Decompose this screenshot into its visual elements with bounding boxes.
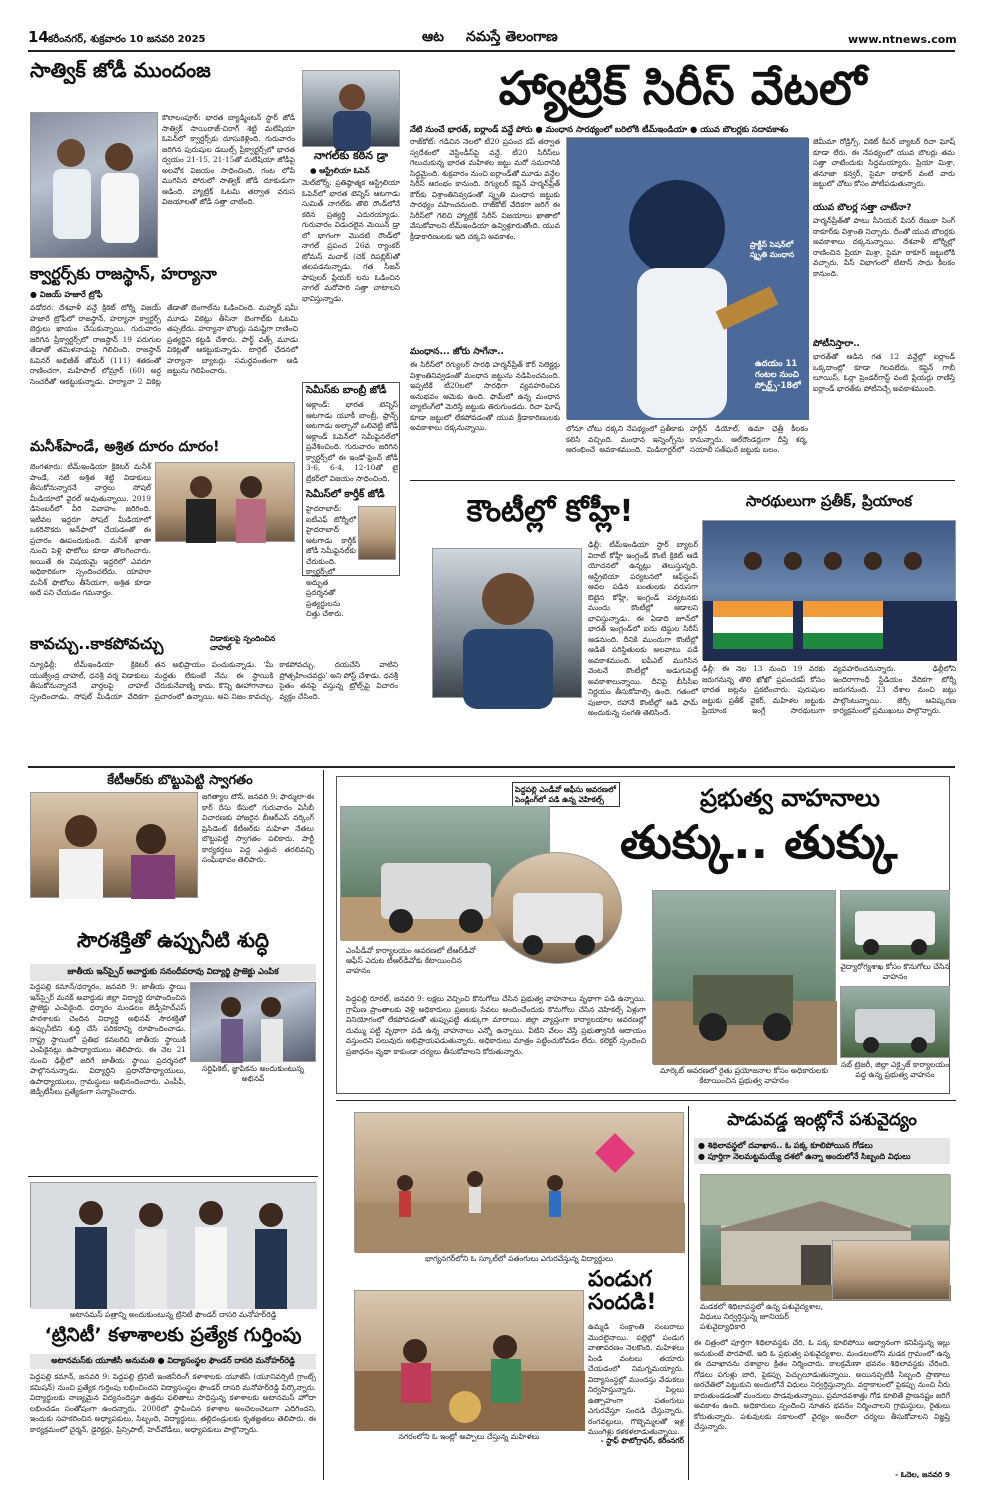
ktr-photo	[30, 792, 198, 898]
hattrick-subhead: మంధాన... జోరు సాగేనా..	[410, 347, 504, 357]
saura-body: పెద్దపల్లి కమాన్/ధర్మారం, జనవరి 9: జాతీయ స్థాయి ఇన్‌స్పైర్ మనక్ అవార్డుకు జిల్లా విద్యార్థి రూపొందించిన ప్రాజెక్టు ఎంపికైంది. ధర్మారం మండలం జెడ్పీహెచ్‌ఎస్ పాఠశాలకు చెందిన విద్యార్థి అభినవ్ సౌరశక్తితో ఉప్పునీటిని శుద్ధి చేసే పరికరాన్ని రూపొందించాడు. రాష్ట్ర స్థాయిలో ప్రతిభ కనబరిచి జాతీయ స్థాయికి ఎంపికైనట్లు ఉపాధ్యాయులు తెలిపారు. ఈ నెల 21 నుంచి ఢిల్లీలో జరిగే జాతీయ స్థాయి ప్రదర్శనలో పాల్గొననున్నాడు. విద్యార్థిని ప్రధానోపాధ్యాయులు, ఉపాధ్యాయులు, గ్రామస్థులు అభినందించారు. ఎంపీపీ, జెడ్పీటీసీలు ప్రత్యేకంగా సన్మానించారు.	[30, 982, 186, 1096]
match-timing: ఉదయం 11 గంటల నుంచి స్పోర్ట్స్-18లో	[755, 358, 801, 390]
vet-photo-caption: మడకలో శిథిలావస్థలో ఉన్న పశువైద్యశాల, విధులు నిర్వర్తిస్తున్న జూనియర్ పశువైద్యాధికారి	[700, 1302, 823, 1331]
kicker-2: మంధాన సారథ్యంలో బరిలోకి టీమ్‌ఇండియా	[545, 124, 688, 134]
kicker-1: నేటి నుంచే భారత్, ఐర్లాండ్ వన్డే పోరు	[410, 124, 533, 134]
sankranti-caption-2: నగరంలోని ఓ ఇంట్లో అప్పాలు చేస్తున్న మహిళలు	[398, 1432, 540, 1441]
vehicle-photo-3	[652, 890, 836, 1064]
kho-kho-photo	[702, 520, 956, 660]
headline-satwik: సాత్విక్ జోడీ ముందంజ	[30, 58, 211, 82]
sankranti-photo-1	[354, 1112, 684, 1252]
vehicle-caption-r1: వైద్యారోగ్యశాఖ కోసం కొనుగోలు చేసిన వాహనం	[840, 962, 950, 981]
manish-photo	[155, 462, 295, 542]
headline-sankranti: పండుగ సందడి!	[588, 1267, 657, 1316]
paper-name: నమస్తే తెలంగాణ	[466, 29, 558, 45]
website-link[interactable]: www.ntnews.com	[848, 33, 957, 46]
saura-photo	[190, 982, 316, 1062]
headline-rajasthan: క్వార్టర్స్‌కు రాజస్థాన్, హర్యానా	[30, 264, 217, 283]
hattrick-subhead2: యువ బౌలర్ల సత్తా చాటేనా?	[813, 203, 912, 213]
kavachu-side: విడాకులపై స్పందించిన చాహల్	[210, 634, 276, 652]
paaduvadda-credit: - ఓదెల, జనవరి 9	[895, 1470, 950, 1479]
rajasthan-kicker: ● విజయ్ హజారే ట్రోఫీ	[30, 290, 103, 299]
nagal-kicker: ● ఆస్ట్రేలియా ఓపెన్	[310, 166, 370, 175]
column-rule	[323, 770, 324, 1480]
saura-strap: జాతీయ ఇన్‌స్పైర్ అవార్డుకు సనందీపరావు విద్యార్థి ప్రాజెక్టు ఎంపిక	[30, 964, 316, 981]
vehicles-body: పెద్దపల్లి రూరల్, జనవరి 9: లక్షలు వెచ్చించి కొనుగోలు చేసిన ప్రభుత్వ వాహనాలు వృథాగా పడి ఉన్నాయి. గ్రామీణ ప్రాంతాలకు వెళ్లి అధికారులు ప్రజలకు సేవలు అందించేందుకు కొనుగోలు చేసిన వెహికల్స్ ఏళ్లుగా వినియోగంలో లేకపోవడంతో తుప్పుపట్టి తుక్కుగా మారాయి. జిల్లా వ్యాప్తంగా కార్యాలయాల ఆవరణల్లో దుమ్ము పట్టి వృథాగా పడి ఉన్న వాహనాలు ఎన్నో ఉన్నాయి. వీటిని వేలం వేస్తే ప్రభుత్వానికి ఆదాయం వస్తుందని పలువురు అభిప్రాయపడుతున్నారు. అధికారులు మాత్రం పట్టించుకోవడం లేదు. కలెక్టర్ స్పందించి ప్రజాధనం వృథా కాకుండా చర్యలు తీసుకోవాలని కోరుతున్నారు.	[346, 994, 646, 1056]
kicker-sep: ●	[535, 124, 546, 134]
ktr-body: జగిత్యాల టౌన్, జనవరి 9: ఫార్ములా-ఈ కార్ రేసు కేసులో గురువారం ఏసీబీ విచారణకు హాజరైన బీఆర్‌ఎస్ వర్కింగ్ ప్రెసిడెంట్ కేటీఆర్‌కు మహిళా నేతలు బొట్టుపెట్టి స్వాగతం పలికారు. పార్టీ కార్యకర్తలు పెద్ద ఎత్తున తరలివచ్చి సంఘీభావం తెలిపారు.	[202, 792, 314, 864]
headline-vehicles-big: తుక్కు.. తుక్కు	[620, 815, 898, 869]
paaduvadda-bullets	[694, 1138, 950, 1164]
divider	[28, 766, 955, 768]
headline-kohli: కౌంటీల్లో కోహ్లీ!	[466, 494, 634, 529]
satwik-body: కౌలాలంపూర్: భారత బ్యాడ్మింటన్ స్టార్ జోడీ సాత్విక్ సాయిరాజ్-చిరాగ్ శెట్టి మలేషియా ఓపెన్‌లో క్వార్టర్స్‌కు దూసుకెళ్లింది. గురువారం జరిగిన పురుషుల డబుల్స్ ప్రీక్వార్టర్స్‌లో భారత ద్వయం 21-15, 21-15తో మలేషియా జోడీపై అలవోక విజయం సాధించింది. గంట లోపే ముగిసిన పోరులో సాత్విక్ జోడీ దూకుడుగా ఆడింది. హ్యాట్రిక్ ఓటమి తర్వాత వరుస విజయాలతో జోడీ సత్తా చాటింది.	[162, 113, 295, 206]
vehicle-caption-r2: సబ్ ట్రెజరీ, జిల్లా ఎక్సైజ్ కార్యాలయం వద్ద ఉన్న ప్రభుత్వ వాహనం	[840, 1060, 950, 1079]
bullet-2: ● పూర్తిగా నెలమట్టమయ్యే దశలో ఉన్నా అందులోనే సిబ్బంది విధులు	[698, 1152, 911, 1161]
bullet-1: ● శిథిలావస్థలో దవాఖాన.. ఓ పక్క కూలిపోయిన గోడలు	[698, 1141, 873, 1150]
divider	[410, 480, 955, 481]
nagal-photo	[302, 70, 400, 147]
saradhulu-body: ఢిల్లీ: ఈ నెల 13 నుంచి 19 వరకు జరుగనున్న తొలి ఖోఖో ప్రపంచకప్ కోసం భారత జట్లను ప్రకటించారు. పురుషుల జట్టుకు ప్రతీక్ వైకర్, మహిళల జట్టుకు ప్రియాంక ఇంగ్లే సారథులుగా వ్యవహరించనున్నారు. ఢిల్లీలోని ఇందిరాగాంధీ స్టేడియం వేదికగా టోర్నీ జరుగనుంది. 23 దేశాల నుంచి జట్లు పాల్గొంటున్నాయి. జెర్సీ ఆవిష్కరణ కార్యక్రమంలో ప్రముఖులు పాల్గొన్నారు.	[702, 664, 956, 715]
headline-semis: సెమీస్‌కు బాంబ్రీ జోడీ	[306, 385, 387, 396]
masthead-rule	[28, 50, 955, 52]
trinity-strap: అటానమస్‌కు యూజీసీ అనుమతి ● విద్యాసంస్థల ఫౌండర్ దాసరి మనోహర్‌రెడ్డి	[30, 1354, 316, 1369]
divider	[28, 1176, 318, 1177]
vet-doctor-photo	[832, 1240, 950, 1300]
kicker-3: యువ బౌలర్లకు సదావకాశం	[700, 124, 789, 134]
nagal-caption: నాగల్‌కు కఠిన డ్రా	[313, 149, 389, 162]
headline-hattrick: హ్యాట్రిక్ సిరీస్ వేటలో	[498, 61, 867, 115]
mandhana-caption: ప్రాక్టీస్ సెషన్‌లో స్మృతి మంధాన	[750, 240, 795, 259]
headline-karthik: సెమీస్‌లో కార్తీక్ జోడీ	[306, 489, 385, 500]
sankranti-credit: - స్టాఫ్ ఫొటోగ్రాఫర్, కరీంనగర్	[600, 1436, 684, 1445]
kicker-sep: ●	[689, 124, 701, 134]
hattrick-body-bottom: లోనూ చోటు దక్కని నేపథ్యంలో ప్రతీకాకు కలిసి వచ్చింది. మంధాన ఇన్నింగ్స్‌ను ఆరంభించే అవకాశముంది. మిడిలార్డర్‌లో హర్లీన్ డియోల్, ఉమా ఛెత్రీ కీలకం కానున్నారు. ఆల్‌రౌండర్లుగా దీప్తి శర్మ, సయాలీ సత్‌ఘరే జట్టుకు బలం.	[566, 424, 808, 454]
headline-saura: సౌరశక్తితో ఉప్పునీటి శుద్ధి	[77, 928, 269, 952]
satwik-photo	[30, 112, 158, 258]
sankranti-photo-2	[354, 1290, 584, 1430]
headline-vehicles-small: ప్రభుత్వ వాహనాలు	[700, 784, 880, 812]
hattrick-subhead3: పోటీనిస్తారా..	[813, 339, 860, 349]
karthik-photo	[358, 506, 396, 560]
column-rule	[688, 1106, 689, 1480]
kavachu-body: న్యూఢిల్లీ: టీమ్‌ఇండియా క్రికెటర్ యుజ్వేంద్ర చాహల్, ధనశ్రీ వర్మ విడాకులు తీసుకోనున్నారనే వార్తలపై చాహల్ స్పందించాడు. సోషల్ మీడియా వేదికగా తన అభిప్రాయం పంచుకున్నాడు. ‘మీ మద్దతు లేకుంటే నేను ఈ స్థాయికి చేరుకునేవాణ్ని కాదు. కొన్ని ఊహాగానాలు ప్రచారంలో ఉన్నాయి. అవి నిజం కావచ్చు, కాకపోవచ్చు. దయచేసి వాటిని ప్రోత్సహించవద్దు’ అని పోస్ట్ చేశాడు. ధనశ్రీ సైతం తనపై వస్తున్న ట్రోల్స్‌పై విచారం వ్యక్తం చేసింది.	[30, 660, 398, 701]
hattrick-body-mid: ఈ సిరీస్‌లో రెగ్యులర్ సారథి హర్మన్‌ప్రీత్ కౌర్ సెలెక్టర్లు విశ్రాంతినివ్వడంతో మంధాన జట్టును నడిపించనుంది. ఇప్పటికే టీ20లలో సారథిగా వ్యవహరించిన అనుభవం ఆమెకు ఉంది. ఫామ్‌లో ఉన్న మంధాన బ్యాటింగ్‌లో మెరిస్తే జట్టుకు తిరుగుండదు. రిచా ఘోష్ కూడా జట్టులో లేకపోవడంతో యువ క్రీడాకారిణులకు అవకాశాలు దక్కనున్నాయి.	[410, 360, 560, 432]
divider	[336, 1100, 956, 1101]
kohli-body: ఢిల్లీ: టీమ్‌ఇండియా స్టార్ బ్యాటర్ విరాట్ కోహ్లీ ఇంగ్లండ్ కౌంటీ క్రికెట్ ఆడే యోచనలో ఉన్నట్లు తెలుస్తున్నది. ఆస్ట్రేలియా పర్యటనలో ఆఫ్‌స్టంప్ ఆవల పడిన బంతులకు వరుసగా ఔటైన కోహ్లీ, ఇంగ్లండ్ పర్యటనకు ముందు కౌంటీల్లో ఆడాలని భావిస్తున్నాడు. ఈ ఏడాది జూన్‌లో భారత్ ఇంగ్లండ్‌లో ఐదు టెస్టుల సిరీస్ ఆడనుంది. దీనికి ముందుగా కౌంటీల్లో ఆడితే పరిస్థితులకు అలవాటు పడే అవకాశముంది. ఐపీఎల్ ముగిసిన వెంటనే కౌంటీల్లో అడుగుపెట్టే అవకాశాలున్నాయి. దీనిపై బీసీసీఐ నిర్ణయం తీసుకోవాల్సి ఉంది. గతంలో పుజారా, రహానే కౌంటీల్లో ఆడి ఫామ్ అందుకున్న సంగతి తెలిసిందే.	[588, 540, 698, 717]
headline-trinity: ‘ట్రినిటీ’ కళాశాలకు ప్రత్యేక గుర్తింపు	[44, 1324, 302, 1346]
vehicles-tag: పెద్దపల్లి ఎండీవో ఆఫీసు ఆవరణలో పెండ్లింగ్‌లో పడి ఉన్న వెహికల్స్	[512, 782, 620, 807]
dateline: కరీంనగర్, శుక్రవారం 10 జనవరి 2025	[48, 34, 206, 45]
karthik-body: హైదరాబాద్: ఐటీఎఫ్ టోర్నీలో హైదరాబాద్ ఆటగాడు కార్తీక్ జోడీ సెమీఫైనల్‌కు చేరుకుంది. క్వార్టర్స్‌లో అద్భుత ప్రదర్శనతో ప్రత్యర్థులను చిత్తు చేశారు.	[306, 504, 356, 618]
section-name: ఆట	[422, 29, 444, 45]
trinity-photo-caption: అటానమస్ పత్రాన్ని అందుకుంటున్న ట్రినిటీ ఫౌండర్ దాసరి మనోహర్‌రెడ్డి	[69, 1310, 277, 1319]
hattrick-kickers	[410, 124, 955, 137]
vehicle-photo-2	[492, 852, 622, 964]
hattrick-body-right3: భారత్‌తో ఆడిన గత 12 వన్డేల్లో ఐర్లాండ్ ఒక్కదాంట్లో కూడా గెలవలేదు. కెప్టెన్ గాబీ లూయిస్, ఓర్లా ప్రెండర్‌గాస్ట్ వంటి ప్లేయర్లు రాణిస్తే ఐర్లాండ్ భారత్‌కు పోటీనిచ్చే అవకాశముంది.	[813, 352, 955, 393]
headline-manish: మనీశ్‌పాండే, అశ్రిత దూరం దూరం!	[30, 439, 220, 455]
headline-ktr: కేటీఆర్‌కు బొట్టుపెట్టి స్వాగతం	[107, 773, 253, 788]
kohli-photo	[432, 548, 582, 698]
saura-photo-caption: సర్టిఫికెట్, జ్ఞాపికను అందుకుంటున్న అభినవ్	[202, 1064, 304, 1083]
headline-kavachu: కావచ్చు..కాకపోవచ్చు	[30, 634, 164, 653]
masthead	[28, 28, 955, 50]
trinity-body: పెద్దపల్లి కమాన్, జనవరి 9: పెద్దపల్లి ట్రినిటీ ఇంజినీరింగ్ కళాశాలకు యూజీసీ (యూనివర్సిటీ గ్రాంట్స్ కమిషన్) నుంచి ప్రత్యేక గుర్తింపు లభించిందని విద్యాసంస్థల ఫౌండర్ దాసరి మనోహర్‌రెడ్డి పేర్కొన్నారు. విద్యార్థులకు నాణ్యమైన విద్యనందిస్తూ ఉత్తమ ఫలితాలు సాధిస్తున్న కళాశాలకు అటానమస్ హోదా లభించడం సంతోషంగా ఉందన్నారు. 2008లో స్థాపించిన కళాశాల అంచెలంచెలుగా ఎదిగిందని, ఇందుకు సహకరించిన అధ్యాపకులు, సిబ్బంది, విద్యార్థులు, తల్లిదండ్రులకు కృతజ్ఞతలు తెలిపారు. ఈ కార్యక్రమంలో చైర్మన్, డైరెక్టర్లు, ప్రిన్సిపాల్, హెచ్‌వోడీలు, అధ్యాపకులు పాల్గొన్నారు.	[30, 1372, 316, 1434]
headline-paaduvadda: పాడువడ్డ ఇంట్లోనే పశువైద్యం	[727, 1110, 917, 1130]
paaduvadda-body: ఈ చిత్రంలో పూర్తిగా శిథిలావస్థకు చేరి, ఓ పక్క కూలిపోయి ఆధ్వానంగా కనిపిస్తున్న ఇల్లు అనుకుంటే పొరపాటే. ఇది ఓ ప్రభుత్వ పశువైద్యశాల. మండలంలోని మడక గ్రామంలో ఉన్న ఈ దవాఖానను దశాబ్దాల క్రితం నిర్మించారు. కాలక్రమేణా భవనం శిథిలావస్థకు చేరింది. గోడలు పగుళ్లు బారి, పైకప్పు పెచ్చులూడుతున్నాయి. అయినప్పటికీ సిబ్బంది ప్రాణాలు అరచేతిలో పెట్టుకుని అందులోనే విధులు నిర్వర్తిస్తున్నారు. వర్షాకాలంలో పైకప్పు నుంచి నీరు కారుతుండడంతో మందులు పాడవుతున్నాయి. ప్రమాదవశాత్తు గోడ కూలితే ప్రాణనష్టం జరిగే అవకాశం ఉంది. అధికారులు స్పందించి నూతన భవనం నిర్మించాలని గ్రామస్థులు, రైతులు కోరుతున్నారు. పశువులకు సకాలంలో వైద్యం అందేలా చర్యలు తీసుకోవాలని విజ్ఞప్తి చేస్తున్నారు.	[694, 1338, 950, 1431]
manish-body: బెంగళూరు: టీమ్‌ఇండియా క్రికెటర్ మనీశ్ పాండే, నటి అశ్రిత శెట్టి విడాకులు తీసుకోనున్నారనే వార్తలు సోషల్ మీడియాలో వైరల్ అవుతున్నాయి. 2019 డిసెంబర్‌లో వీరి వివాహం జరిగింది. ఇటీవల ఇద్దరూ సోషల్ మీడియాలో ఒకరినొకరు అన్‌ఫాలో చేయడంతో ఈ ప్రచారం ఊపందుకుంది. మనీశ్ ఖాతా నుంచి పెళ్లి ఫొటోలు కూడా తొలగించారు. అయితే ఈ విషయమై ఇద్దరిలో ఎవరూ అధికారికంగా స్పందించలేదు. యాహూ మనీశ్ ఫొటోలు తీసేయగా, అశ్రిత కూడా అదే పని చేయడం గమనార్హం.	[30, 462, 151, 597]
rajasthan-body: వడోదర: దేశవాళీ వన్డే క్రికెట్ టోర్నీ విజయ్ హజారే ట్రోఫీలో రాజస్థాన్, హర్యానా క్వార్టర్స్ బెర్తులు ఖాయం చేసుకున్నాయి. గురువారం జరిగిన ప్రీక్వార్టర్స్‌లో రాజస్థాన్ 19 పరుగుల తేడాతో తమిళనాడుపై గెలిచింది. రాజస్థాన్ ఓపెనర్ అభిజీత్ తోమర్ (111) శతకంతో రాణించగా, మహిపాల్ లోమ్రార్ (60) అర్ధ సెంచరీతో ఆకట్టుకున్నాడు. హర్యానా 2 వికెట్ల తేడాతో బెంగాల్‌ను ఓడించింది. మహ్మద్ షమీ మూడు వికెట్లు తీసినా బెంగాల్‌కు ఓటమి తప్పలేదు. హర్యానా బౌలర్లు సమష్టిగా రాణించి ప్రత్యర్థిని కట్టడి చేశారు. పార్థ్ వత్స్ మూడు వికెట్లతో ఆకట్టుకున్నాడు. టార్గెట్ ఛేదనలో హర్యానా బ్యాటర్లు సమర్థవంతంగా ఆడి జట్టును గెలిపించారు.	[30, 303, 298, 386]
semis-body: ఆక్లాండ్: భారత టెన్నిస్ ఆటగాడు యూకీ బాంబ్రీ, ఫ్రాన్స్ ఆటగాడు అల్బానో ఒలివెట్టి జోడీ ఆక్లాండ్ ఓపెన్‌లో సెమీఫైనల్‌లో ప్రవేశించింది. గురువారం జరిగిన క్వార్టర్స్‌లో ఈ ఇండో-ఫ్రెంచ్ జోడీ 3-6, 6-4, 12-10తో టై బ్రేకర్‌లో విజయం సాధించింది.	[306, 400, 398, 483]
hattrick-body-right: జెమీమా రోడ్రిగ్స్, వికెట్ కీపర్ బ్యాటర్ రిచా ఘోష్ కూడా లేరు. ఈ నేపథ్యంలో యువ బౌలర్లు తమ సత్తా చాటేందుకు సిద్ధమయ్యారు. ప్రియా మిశ్రా, తనూజా కన్వర్, సైమా ఠాకూర్ వంటి వారు జట్టులో చోటు కోసం పోటీపడుతున్నారు.	[813, 137, 955, 188]
page-number: 14	[28, 28, 49, 46]
vehicle-photo-4	[840, 890, 950, 960]
vehicle-photo-5	[840, 986, 950, 1058]
vehicle-caption-left: ఎంపీడీవో కార్యాలయం ఆవరణలో టీఆర్‌డీవో ఆఫీస్ ఎదుట టీఆర్‌డీవోకు కేటాయించిన వాహనం	[346, 946, 476, 975]
nagal-body: మెల్‌బోర్న్: ప్రతిష్ఠాత్మక ఆస్ట్రేలియా ఓపెన్‌లో భారత టెన్నిస్ ఆటగాడు సుమిత్ నాగల్‌కు తొలి రౌండ్‌లోనే కఠిన ప్రత్యర్థి ఎదురయ్యాడు. గురువారం విడుదలైన మెయిన్ డ్రా లో భాగంగా మొదటి రౌండ్‌లో నాగల్ ప్రపంచ 26వ ర్యాంకర్ టోమస్ మచాక్ (చెక్ రిపబ్లిక్)తో తలపడనున్నాడు. గత సీజన్ పాపులర్ ప్లేయర్ లను ఓడించిన నాగల్ మరోసారి సత్తా చాటాలని భావిస్తున్నాడు.	[302, 178, 400, 303]
vehicle-caption-mid: మార్కెట్ ఆవరణలో రైతు ప్రయోజనాల కోసం అధికారులకు కేటాయించిన ప్రభుత్వ వాహనం	[659, 1066, 829, 1085]
headline-saradhulu: సారథులుగా ప్రతీక్, ప్రియాంక	[745, 492, 913, 510]
trinity-photo	[30, 1182, 316, 1308]
hattrick-body-left: రాజ్‌కోట్: గడిచిన నెలలో టీ20 ప్రపంచ కప్ తర్వాత స్వదేశంలో వెస్టిండీస్‌పై వన్డే, టీ20 సిరీస్‌లు గెలుచుకున్న భారత మహిళల జట్టు మరో సమరానికి సిద్ధమైంది. శుక్రవారం నుంచి ఐర్లాండ్‌తో మూడు వన్డేల సిరీస్ ఆరంభం కానుంది. రెగ్యులర్ కెప్టెన్ హర్మన్‌ప్రీత్ కౌర్‌కు విశ్రాంతినివ్వడంతో స్మృతి మంధాన జట్టుకు సారథ్యం వహించనుంది. రాజ్‌కోట్ వేదికగా జరిగే ఈ సిరీస్‌లో గెలిచి హ్యాట్రిక్ సిరీస్ విజయాలు ఖాతాలో వేసుకోవాలని టీమ్‌ఇండియా ఉవ్విళ్లూరుతోంది. యువ క్రీడాకారిణులకు ఇది చక్కని అవకాశం.	[410, 137, 560, 241]
hattrick-body-right2: హర్మన్‌ప్రీత్‌తో పాటు సీనియర్ పేసర్ రేణుకా సింగ్ ఠాకూర్‌కు విశ్రాంతి నిచ్చారు. దీంతో యువ బౌలర్లకు అవకాశాలు దక్కనున్నాయి. దేశవాళీ టోర్నీల్లో రాణించిన ప్రియా మిశ్రా, సైమా ఠాకూర్ జట్టులోకి వచ్చారు. పేస్ విభాగంలో టిటాస్ సాధు కీలకం కానుంది.	[813, 216, 955, 278]
sankranti-body: ఉమ్మడి సంక్రాంతి సంబరాలు మొదలైనాయి. పల్లెల్లో పండుగ వాతావరణం నెలకొంది. మహిళలు పిండి వంటలు తయారు చేయడంలో నిమగ్నమయ్యారు. విద్యాసంస్థల్లో ముందస్తు వేడుకలు నిర్వహిస్తున్నారు. పిల్లలు ఉత్సాహంగా పతంగులు ఎగురవేస్తూ సందడి చేస్తున్నారు. రంగవల్లులు, గొబ్బెమ్మలతో ఇళ్ల ముంగిళ్లు కళకళలాడుతున్నాయి.	[588, 1322, 684, 1436]
sankranti-caption-1: భాగ్యనగర్‌లోని ఓ స్కూల్‌లో పతంగులు ఎగురవేస్తున్న విద్యార్థులు	[425, 1254, 613, 1263]
